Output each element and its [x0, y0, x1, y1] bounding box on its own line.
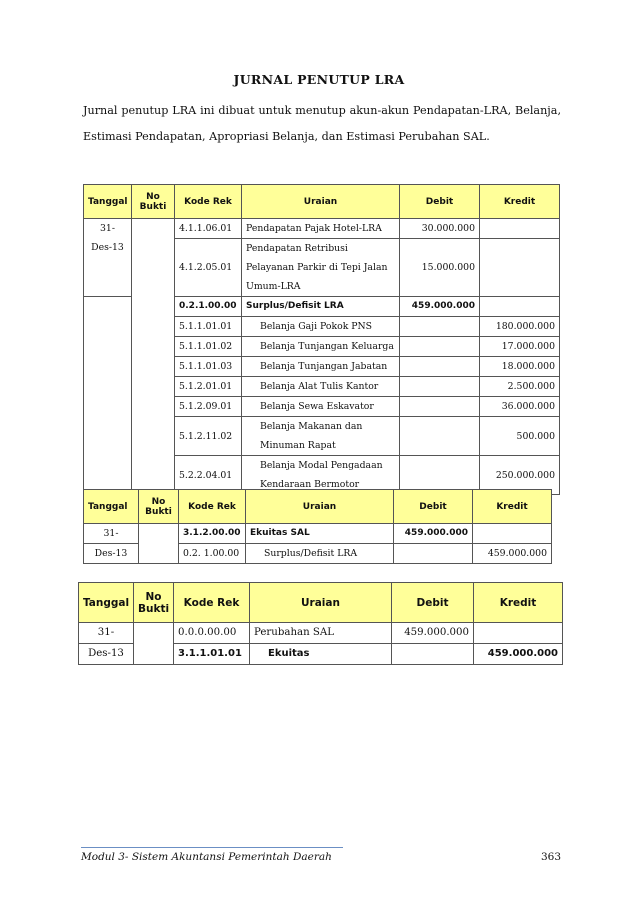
- kredit-cell: 459.000.000: [474, 644, 563, 665]
- kredit-cell: 180.000.000: [480, 317, 560, 337]
- tanggal-cell: Des-13: [79, 644, 134, 665]
- debit-cell: [400, 337, 480, 357]
- header-debit: Debit: [400, 185, 480, 219]
- uraian-cell: Belanja Gaji Pokok PNS: [242, 317, 400, 337]
- tanggal-cell: Des-13: [84, 544, 139, 564]
- debit-cell: [400, 317, 480, 337]
- header-tanggal: Tanggal: [79, 583, 134, 623]
- kode-cell: 0.0.0.00.00: [174, 623, 250, 644]
- debit-cell: 30.000.000: [400, 219, 480, 239]
- kredit-cell: [473, 524, 552, 544]
- no-bukti-cell: [132, 219, 175, 495]
- kode-cell: 5.1.1.01.01: [175, 317, 242, 337]
- header-uraian: Uraian: [246, 490, 394, 524]
- table-row: [84, 219, 560, 239]
- debit-cell: 459.000.000: [394, 524, 473, 544]
- header-no-bukti: No Bukti: [132, 185, 175, 219]
- kode-cell: 5.1.1.01.03: [175, 357, 242, 377]
- debit-cell: [394, 544, 473, 564]
- kode-cell: 5.1.2.11.02: [175, 417, 242, 456]
- uraian-cell: Belanja Tunjangan Jabatan: [242, 357, 400, 377]
- kode-cell: 3.1.1.01.01: [174, 644, 250, 665]
- header-uraian: Uraian: [250, 583, 392, 623]
- uraian-cell: Belanja Alat Tulis Kantor: [242, 377, 400, 397]
- journal-table-lra: [83, 184, 560, 495]
- uraian-cell: Perubahan SAL: [250, 623, 392, 644]
- uraian-cell: Belanja Tunjangan Keluarga: [242, 337, 400, 357]
- header-debit: Debit: [392, 583, 474, 623]
- footer-divider: [81, 847, 343, 848]
- debit-cell: 15.000.000: [400, 239, 480, 297]
- kredit-cell: 17.000.000: [480, 337, 560, 357]
- page-number: 363: [540, 851, 561, 863]
- header-tanggal: Tanggal: [84, 185, 132, 219]
- tanggal-cell: 31-: [84, 524, 139, 544]
- debit-cell: 459.000.000: [400, 297, 480, 317]
- table-row: [84, 524, 552, 544]
- debit-cell: [400, 377, 480, 397]
- kode-cell: 4.1.2.05.01: [175, 239, 242, 297]
- kredit-cell: [480, 219, 560, 239]
- kode-cell: 4.1.1.06.01: [175, 219, 242, 239]
- kode-cell: 0.2.1.00.00: [175, 297, 242, 317]
- kredit-cell: 36.000.000: [480, 397, 560, 417]
- header-debit: Debit: [394, 490, 473, 524]
- kode-cell: 5.1.2.09.01: [175, 397, 242, 417]
- kredit-cell: 2.500.000: [480, 377, 560, 397]
- kode-cell: 5.2.2.04.01: [175, 456, 242, 495]
- journal-table-perubahan-sal: [78, 582, 563, 665]
- uraian-cell: Belanja Makanan dan Minuman Rapat: [242, 417, 400, 456]
- header-kode-rek: Kode Rek: [179, 490, 246, 524]
- tanggal-cell: 31- Des-13: [84, 219, 132, 297]
- kredit-cell: 18.000.000: [480, 357, 560, 377]
- tanggal-cell: 31-: [79, 623, 134, 644]
- kredit-cell: 500.000: [480, 417, 560, 456]
- no-bukti-cell: [139, 524, 179, 564]
- kode-cell: 0.2. 1.00.00: [179, 544, 246, 564]
- kode-cell: 5.1.1.01.02: [175, 337, 242, 357]
- uraian-cell: Ekuitas: [250, 644, 392, 665]
- header-no-bukti: No Bukti: [134, 583, 174, 623]
- kredit-cell: 459.000.000: [473, 544, 552, 564]
- uraian-cell: Pendapatan Retribusi Pelayanan Parkir di Tepi Jalan Umum-LRA: [242, 239, 400, 297]
- debit-cell: [400, 357, 480, 377]
- debit-cell: 459.000.000: [392, 623, 474, 644]
- debit-cell: [400, 397, 480, 417]
- header-no-bukti: No Bukti: [139, 490, 179, 524]
- kode-cell: 3.1.2.00.00: [179, 524, 246, 544]
- table-row: [79, 623, 563, 644]
- kode-cell: 5.1.2.01.01: [175, 377, 242, 397]
- page-title: JURNAL PENUTUP LRA: [233, 72, 405, 87]
- header-kredit: Kredit: [473, 490, 552, 524]
- kredit-cell: [480, 297, 560, 317]
- journal-table-sal: [83, 489, 552, 564]
- tanggal-cell-empty: [84, 297, 132, 495]
- kredit-cell: [480, 239, 560, 297]
- uraian-cell: Belanja Modal Pengadaan Kendaraan Bermotor: [242, 456, 400, 495]
- kredit-cell: [474, 623, 563, 644]
- footer-module-title: Modul 3- Sistem Akuntansi Pemerintah Daerah: [81, 851, 332, 863]
- header-kode-rek: Kode Rek: [174, 583, 250, 623]
- uraian-cell: Belanja Sewa Eskavator: [242, 397, 400, 417]
- header-tanggal: Tanggal: [84, 490, 139, 524]
- intro-paragraph: Jurnal penutup LRA ini dibuat untuk menutup akun-akun Pendapatan-LRA, Belanja, Estimasi Pendapatan, Apropriasi Belanja, dan Estimasi Perubahan SAL.: [83, 104, 561, 143]
- debit-cell: [392, 644, 474, 665]
- debit-cell: [400, 417, 480, 456]
- uraian-cell: Surplus/Defisit LRA: [242, 297, 400, 317]
- header-kode-rek: Kode Rek: [175, 185, 242, 219]
- uraian-cell: Surplus/Defisit LRA: [246, 544, 394, 564]
- header-kredit: Kredit: [474, 583, 563, 623]
- uraian-cell: Pendapatan Pajak Hotel-LRA: [242, 219, 400, 239]
- header-uraian: Uraian: [242, 185, 400, 219]
- no-bukti-cell: [134, 623, 174, 665]
- header-kredit: Kredit: [480, 185, 560, 219]
- kredit-cell: 250.000.000: [480, 456, 560, 495]
- uraian-cell: Ekuitas SAL: [246, 524, 394, 544]
